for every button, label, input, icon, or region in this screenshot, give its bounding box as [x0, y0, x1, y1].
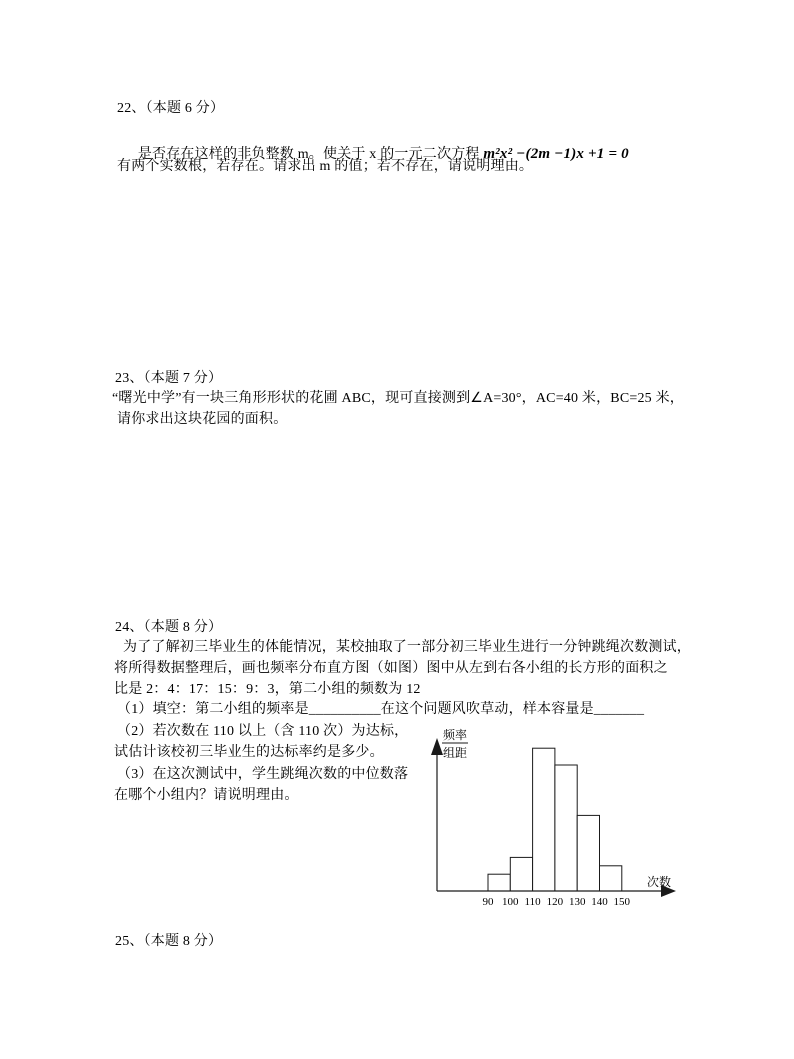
question-24-item-1: （1）填空：第二小组的频率是__________在这个问题风吹草动，样本容量是_______	[117, 702, 645, 717]
question-23-line-1: “曙光中学”有一块三角形形状的花圃 ABC，现可直接测到∠A=30°，AC=40 米，BC=25 米，	[112, 391, 684, 406]
histogram-bar	[533, 748, 555, 891]
x-tick-label: 140	[591, 896, 608, 908]
question-22-heading: 22、（本题 6 分）	[117, 101, 225, 116]
x-axis-label: 次数	[646, 875, 672, 889]
question-22-line-1-text: 是否存在这样的非负整数 m。使关于 x 的一元二次方程	[137, 147, 484, 162]
histogram-bar	[510, 857, 532, 891]
question-22-line-2: 有两个实数根，若存在。请求出 m 的值；若不存在，请说明理由。	[117, 159, 534, 174]
histogram-bar	[488, 874, 510, 891]
frequency-histogram-figure	[420, 722, 710, 922]
x-tick-label: 150	[613, 896, 631, 908]
question-23-heading: 23、（本题 7 分）	[115, 371, 223, 386]
x-tick-label: 100	[502, 896, 519, 908]
y-axis-label-numerator: 频率	[442, 728, 468, 742]
x-tick-label: 110	[524, 896, 541, 908]
question-23-line-2: 请你求出这块花园的面积。	[117, 412, 288, 427]
question-24-item-2-line-2: 试估计该校初三毕业生的达标率约是多少。	[114, 745, 384, 760]
y-axis-arrow-icon	[431, 738, 443, 755]
x-tick-label: 130	[568, 896, 586, 908]
histogram-bar	[577, 815, 599, 891]
x-tick-label: 120	[546, 896, 564, 908]
question-24-line-2: 将所得数据整理后，画也频率分布直方图（如图）图中从左到右各小组的长方形的面积之	[114, 661, 668, 676]
y-axis-label-denominator: 组距	[442, 746, 468, 760]
frequency-histogram	[420, 722, 710, 922]
question-24-line-3: 比是 2：4：17：15：9：3，第二小组的频数为 12	[114, 682, 421, 697]
question-24-heading: 24、（本题 8 分）	[115, 620, 223, 635]
x-tick-label: 90	[482, 896, 494, 908]
question-24-item-3-line-1: （3）在这次测试中，学生跳绳次数的中位数落	[117, 767, 409, 782]
question-24-item-3-line-2: 在哪个小组内？请说明理由。	[114, 788, 299, 803]
question-24-item-2-line-1: （2）若次数在 110 以上（含 110 次）为达标，	[117, 724, 409, 739]
question-24-line-1: 为了了解初三毕业生的体能情况，某校抽取了一部分初三毕业生进行一分钟跳绳次数测试，	[123, 640, 691, 655]
quadratic-equation-formula: m²x² −(2m −1)x +1 = 0	[483, 146, 629, 162]
histogram-bar	[600, 866, 622, 891]
histogram-bar	[555, 765, 577, 891]
question-25-heading: 25、（本题 8 分）	[115, 934, 223, 949]
